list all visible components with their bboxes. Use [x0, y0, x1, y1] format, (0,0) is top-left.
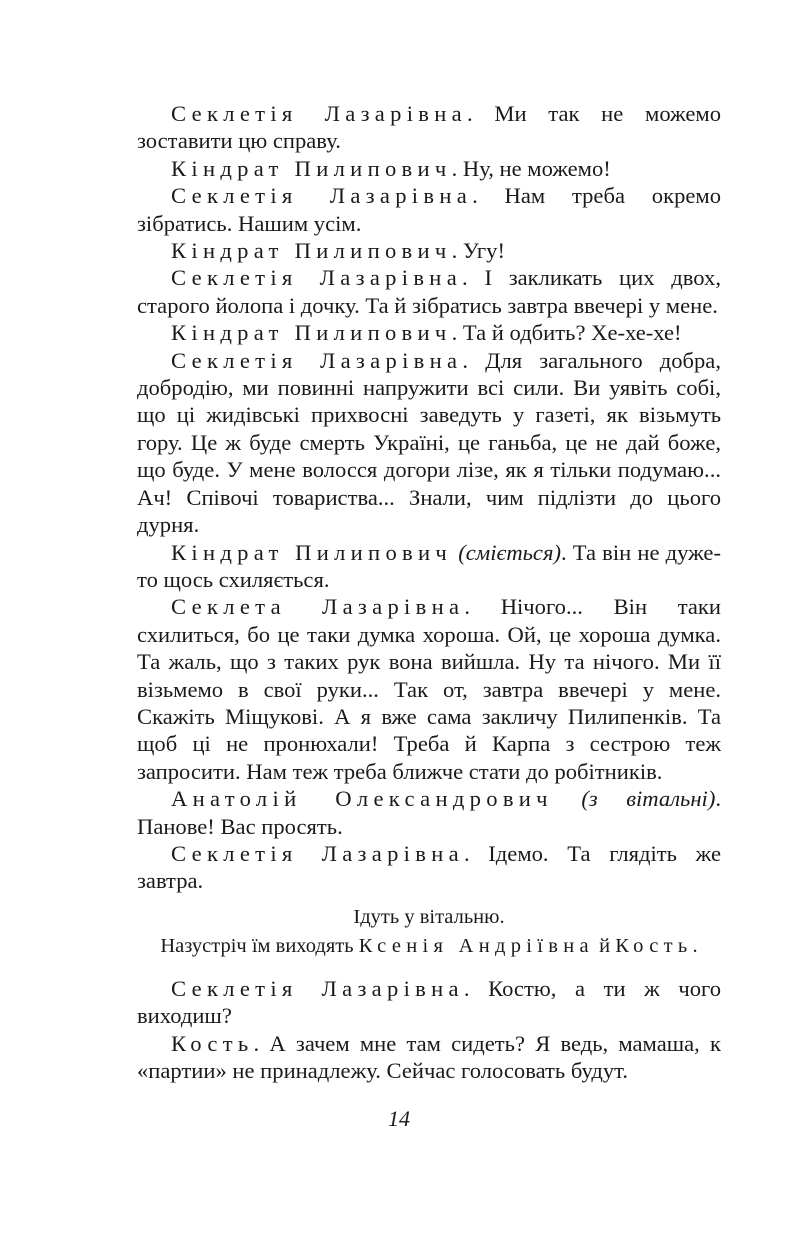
speaker-name: Секлетія Лазарівна: [171, 265, 463, 291]
speaker-name: Кіндрат Пилипович: [171, 155, 452, 181]
speaker-name: Секлетія Лазарівна: [171, 101, 467, 126]
stage-direction: [137, 903, 721, 961]
speaker-name: Анатолій Олександрович: [171, 786, 553, 812]
speaker-name: Секлетія Лазарівна: [171, 347, 463, 373]
page-number: 14: [388, 1106, 410, 1131]
dialogue-text: . Для загального добра, добродію, ми повинні напружити всі сили. Ви уявіть собі, що ці жидівські прихвосні заведуть у газеті, як візьмуть гору. Це ж буде смерть Україні, це ганьба, це не дай боже, що буде. У мене волосся догори лізе, як я тільки подумаю... Ач! Співочі товариства... Знали, чим підлізти до цього дурня.: [137, 347, 721, 538]
stage-remark: (сміється): [458, 539, 561, 565]
dialogue-paragraph: [137, 155, 721, 182]
dialogue-paragraph: [137, 1030, 721, 1085]
dialogue-text: . Ми так не можемо зоставити цю справу.: [137, 101, 721, 154]
stage-direction-line: Ідуть у вітальню.: [353, 906, 505, 928]
dialogue-text: . Ну, не можемо!: [451, 155, 611, 181]
dialogue-text: . А зачем мне там сидеть? Я ведь, мамаша, к «партии» не принадлежу. Сейчас голосовать будут.: [137, 1030, 721, 1084]
speaker-name: Кость: [171, 1030, 254, 1056]
dialogue-paragraph: [137, 539, 721, 594]
dialogue-block: [137, 975, 721, 1085]
dialogue-paragraph: [137, 182, 721, 237]
dialogue-text: . Нам треба окремо зібратись. Нашим усім.: [137, 183, 721, 236]
dialogue-paragraph: [137, 593, 721, 785]
stage-direction-text: .: [692, 935, 698, 957]
stage-direction-text: Назустріч їм виходять: [160, 935, 359, 957]
dialogue-paragraph: [137, 319, 721, 346]
dialogue-text: . Нічого... Він таки схилиться, бо це таки думка хороша. Ой, це хороша думка. Та жаль, що з таких рук вона вийшла. Ну та нічого. Ми її візьмемо в свої руки... Так от, завтра ввечері у мене. Скажіть Міщукові. А я вже сама закличу Пилипенків. Та щоб ці не пронюхали! Треба й Карпа з сестрою теж запросити. Нам теж треба ближче стати до робітників.: [137, 594, 722, 784]
dialogue-text: . І закликать цих двох, старого йолопа і дочку. Та й зібратись завтра ввечері у мене.: [137, 265, 721, 318]
character-name: Кость: [615, 935, 693, 957]
character-name: Ксенія Андріївна: [358, 935, 594, 957]
speaker-name: Кіндрат Пилипович: [171, 238, 452, 264]
dialogue-text: . Панове! Вас просять.: [137, 786, 721, 839]
stage-remark: (з вітальні): [581, 786, 716, 812]
dialogue-paragraph: [137, 975, 721, 1030]
speaker-name: Кіндрат Пилипович: [171, 320, 452, 346]
dialogue-paragraph: [137, 264, 721, 319]
dialogue-text: . Ідемо. Та глядіть же завтра.: [137, 840, 721, 894]
dialogue-block: [137, 100, 721, 895]
speaker-name: Кіндрат Пилипович: [171, 539, 453, 565]
stage-direction-line: [137, 932, 721, 961]
speaker-name: Секлетія Лазарівна: [171, 840, 464, 866]
dialogue-text: . Та й одбить? Хе-хе-хе!: [451, 320, 682, 346]
dialogue-paragraph: [137, 347, 721, 539]
speaker-name: Секлета Лазарівна: [171, 594, 465, 620]
stage-direction-text: й: [593, 935, 616, 957]
dialogue-paragraph: [137, 100, 721, 155]
dialogue-paragraph: [137, 237, 721, 264]
dialogue-paragraph: [137, 840, 721, 895]
dialogue-text: . Та він не дуже-то щось схиляється.: [137, 539, 721, 592]
speaker-name: Секлетія Лазарівна: [171, 183, 473, 209]
dialogue-text: . Костю, а ти ж чого виходиш?: [137, 976, 722, 1029]
dialogue-paragraph: [137, 785, 721, 840]
dialogue-text: . Угу!: [451, 238, 505, 264]
speaker-name: Секлетія Лазарівна: [171, 976, 464, 1001]
